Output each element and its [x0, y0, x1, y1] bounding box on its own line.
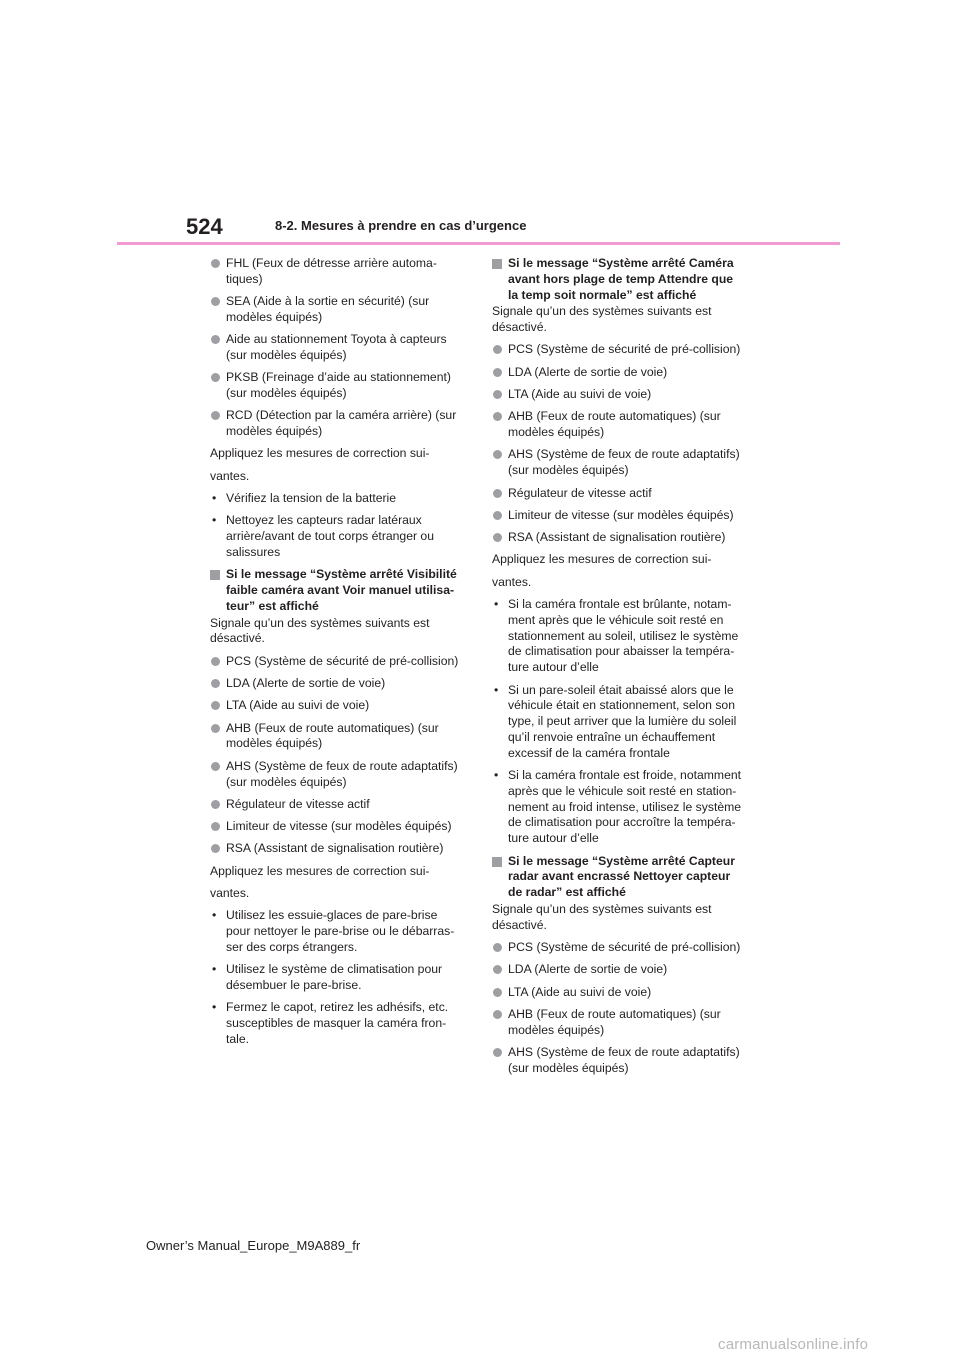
dash-bullet-icon: •	[494, 682, 499, 697]
heading-text: Si le message “Système arrêté Caméra avant hors plage de temp Attendre que la temp soit normale” est affiché	[508, 256, 734, 302]
signal-text: Signale qu’un des systèmes suivants est désactivé.	[492, 304, 712, 335]
footer-text: Owner’s Manual_Europe_M9A889_fr	[146, 1238, 361, 1253]
square-bullet-icon	[210, 570, 220, 580]
left-column	[210, 256, 470, 1054]
item-text: PCS (Système de sécurité de pré-collision)	[508, 342, 741, 357]
bullet-item	[210, 408, 470, 440]
item-text: AHB (Feux de route automatiques) (sur modèles équipés)	[508, 1006, 721, 1037]
instruction-text	[492, 575, 754, 591]
item-text: Nettoyez les capteurs radar latéraux arrière/avant de tout corps étranger ou salissures	[226, 513, 434, 559]
bullet-item	[492, 962, 754, 978]
round-bullet-icon	[493, 345, 502, 354]
bullet-list	[492, 342, 754, 545]
item-text: AHS (Système de feux de route adaptatifs) (sur modèles équipés)	[226, 758, 458, 789]
bullet-item	[492, 530, 754, 546]
round-bullet-icon	[211, 701, 220, 710]
bullet-item	[210, 841, 470, 857]
bullet-item	[210, 294, 470, 326]
bullet-item	[492, 387, 754, 403]
item-text: Utilisez le système de climatisation pour désembuer le pare-brise.	[226, 962, 443, 992]
watermark: carmanualsonline.info	[718, 1336, 869, 1353]
instruction-line: vantes.	[492, 574, 532, 589]
bullet-item	[210, 759, 470, 791]
dash-item	[210, 908, 470, 955]
message-heading	[492, 854, 754, 901]
round-bullet-icon	[493, 368, 502, 377]
message-heading	[492, 256, 754, 303]
round-bullet-icon	[211, 335, 220, 344]
bullet-item	[492, 1045, 754, 1077]
round-bullet-icon	[493, 511, 502, 520]
dash-bullet-icon: •	[494, 597, 499, 612]
round-bullet-icon	[211, 762, 220, 771]
dash-bullet-icon: •	[212, 908, 217, 923]
dash-list	[210, 491, 470, 561]
bullet-item	[210, 721, 470, 753]
bullet-item	[210, 370, 470, 402]
bullet-item	[492, 342, 754, 358]
item-text: FHL (Feux de détresse arrière automa- tiques)	[226, 256, 437, 286]
heading-text: Si le message “Système arrêté Capteur radar avant encrassé Nettoyer capteur de radar” est affiché	[508, 853, 735, 900]
item-text: PCS (Système de sécurité de pré-collision)	[226, 653, 459, 668]
item-text: LTA (Aide au suivi de voie)	[508, 387, 652, 402]
round-bullet-icon	[493, 450, 502, 459]
round-bullet-icon	[493, 390, 502, 399]
item-text: Si la caméra frontale est brûlante, notam- ment après que le véhicule soit resté en stationnement au soleil, utilisez le système de climatisation pour abaisser la tempéra- ture autour d’elle	[508, 597, 739, 675]
right-column	[492, 256, 754, 1083]
item-text: AHS (Système de feux de route adaptatifs) (sur modèles équipés)	[508, 1044, 740, 1075]
section-title: 8-2. Mesures à prendre en cas d’urgence	[275, 218, 527, 233]
dash-item	[210, 491, 470, 507]
item-text: Si un pare-soleil était abaissé alors que le véhicule était en stationnement, selon son type, il peut arriver que la lumière du soleil qu’il renvoie entraîne un échauffement excessif de la caméra frontale	[508, 682, 737, 760]
item-text: Vérifiez la tension de la batterie	[226, 491, 397, 506]
item-text: Fermez le capot, retirez les adhésifs, etc. susceptibles de masquer la caméra fron- tale.	[226, 1000, 449, 1046]
round-bullet-icon	[493, 988, 502, 997]
round-bullet-icon	[493, 965, 502, 974]
round-bullet-icon	[211, 297, 220, 306]
round-bullet-icon	[211, 679, 220, 688]
instruction-line: vantes.	[210, 468, 250, 483]
item-text: Limiteur de vitesse (sur modèles équipés)	[226, 819, 452, 834]
round-bullet-icon	[493, 489, 502, 498]
item-text: Limiteur de vitesse (sur modèles équipés)	[508, 507, 734, 522]
item-text: Régulateur de vitesse actif	[226, 796, 370, 811]
bullet-list	[210, 654, 470, 857]
item-text: LDA (Alerte de sortie de voie)	[226, 676, 386, 691]
round-bullet-icon	[211, 411, 220, 420]
bullet-item	[492, 940, 754, 956]
bullet-item	[210, 698, 470, 714]
item-text: LDA (Alerte de sortie de voie)	[508, 364, 668, 379]
square-bullet-icon	[492, 857, 502, 867]
item-text: AHB (Feux de route automatiques) (sur modèles équipés)	[226, 720, 439, 751]
item-text: Aide au stationnement Toyota à capteurs (sur modèles équipés)	[226, 332, 447, 362]
bullet-item	[210, 256, 470, 288]
instruction-text	[210, 469, 470, 485]
bullet-item	[492, 1007, 754, 1039]
bullet-item	[492, 365, 754, 381]
bullet-item	[210, 797, 470, 813]
instruction-line: Appliquez les mesures de correction sui-	[492, 552, 712, 567]
round-bullet-icon	[211, 724, 220, 733]
dash-list	[492, 597, 754, 847]
round-bullet-icon	[211, 800, 220, 809]
instruction-line: vantes.	[210, 886, 250, 900]
item-text: LDA (Alerte de sortie de voie)	[508, 962, 668, 977]
item-text: AHB (Feux de route automatiques) (sur modèles équipés)	[508, 409, 721, 440]
heading-text: Si le message “Système arrêté Visibilité faible caméra avant Voir manuel utilisa- teur” est affiché	[226, 567, 457, 613]
dash-item	[210, 1000, 470, 1047]
item-text: AHS (Système de feux de route adaptatifs) (sur modèles équipés)	[508, 447, 740, 478]
instruction-text	[210, 864, 470, 880]
instruction-text	[210, 446, 470, 462]
instruction-line: Appliquez les mesures de correction sui-	[210, 863, 430, 878]
bullet-item	[492, 508, 754, 524]
item-text: RSA (Assistant de signalisation routière)	[226, 841, 444, 856]
item-text: RSA (Assistant de signalisation routière)	[508, 530, 726, 545]
dash-bullet-icon: •	[212, 513, 217, 528]
instruction-line: Appliquez les mesures de correction sui-	[210, 446, 430, 461]
signal-text: Signale qu’un des systèmes suivants est désactivé.	[210, 615, 430, 646]
item-text: LTA (Aide au suivi de voie)	[508, 984, 652, 999]
round-bullet-icon	[493, 1048, 502, 1057]
bullet-item	[210, 819, 470, 835]
round-bullet-icon	[493, 412, 502, 421]
dash-item	[210, 962, 470, 994]
dash-bullet-icon: •	[212, 491, 217, 506]
dash-bullet-icon: •	[212, 962, 217, 977]
round-bullet-icon	[211, 657, 220, 666]
dash-list	[210, 908, 470, 1047]
square-bullet-icon	[492, 259, 502, 269]
round-bullet-icon	[211, 259, 220, 268]
instruction-text	[492, 552, 754, 568]
dash-item	[492, 597, 754, 676]
bullet-list	[210, 256, 470, 440]
page-number: 524	[186, 214, 223, 239]
round-bullet-icon	[493, 533, 502, 542]
item-text: PKSB (Freinage d’aide au stationnement) (sur modèles équipés)	[226, 370, 451, 401]
signal-text: Signale qu’un des systèmes suivants est désactivé.	[492, 901, 712, 932]
item-text: PCS (Système de sécurité de pré-collision)	[508, 939, 741, 954]
dash-item	[492, 768, 754, 847]
bullet-item	[210, 676, 470, 692]
header-rule	[117, 242, 840, 245]
bullet-list	[492, 940, 754, 1077]
bullet-item	[492, 447, 754, 479]
dash-bullet-icon: •	[212, 1000, 217, 1015]
dash-item	[210, 513, 470, 560]
round-bullet-icon	[493, 1010, 502, 1019]
bullet-item	[210, 654, 470, 670]
instruction-text	[210, 886, 470, 902]
item-text: LTA (Aide au suivi de voie)	[226, 698, 370, 713]
message-heading	[210, 567, 470, 614]
round-bullet-icon	[493, 943, 502, 952]
item-text: Régulateur de vitesse actif	[508, 485, 652, 500]
bullet-item	[210, 332, 470, 364]
item-text: Utilisez les essuie-glaces de pare-brise pour nettoyer le pare-brise ou le débarras- ser des corps étrangers.	[226, 908, 455, 954]
bullet-item	[492, 486, 754, 502]
item-text: RCD (Détection par la caméra arrière) (sur modèles équipés)	[226, 408, 457, 439]
item-text: Si la caméra frontale est froide, notamment après que le véhicule soit resté en station- nement au froid intense, utilisez le système de climatisation pour accroître la tempéra- ture autour d’elle	[508, 768, 742, 846]
round-bullet-icon	[211, 373, 220, 382]
item-text: SEA (Aide à la sortie en sécurité) (sur modèles équipés)	[226, 294, 430, 324]
bullet-item	[492, 409, 754, 441]
round-bullet-icon	[211, 822, 220, 831]
dash-bullet-icon: •	[494, 768, 499, 783]
bullet-item	[492, 985, 754, 1001]
round-bullet-icon	[211, 844, 220, 853]
dash-item	[492, 683, 754, 762]
